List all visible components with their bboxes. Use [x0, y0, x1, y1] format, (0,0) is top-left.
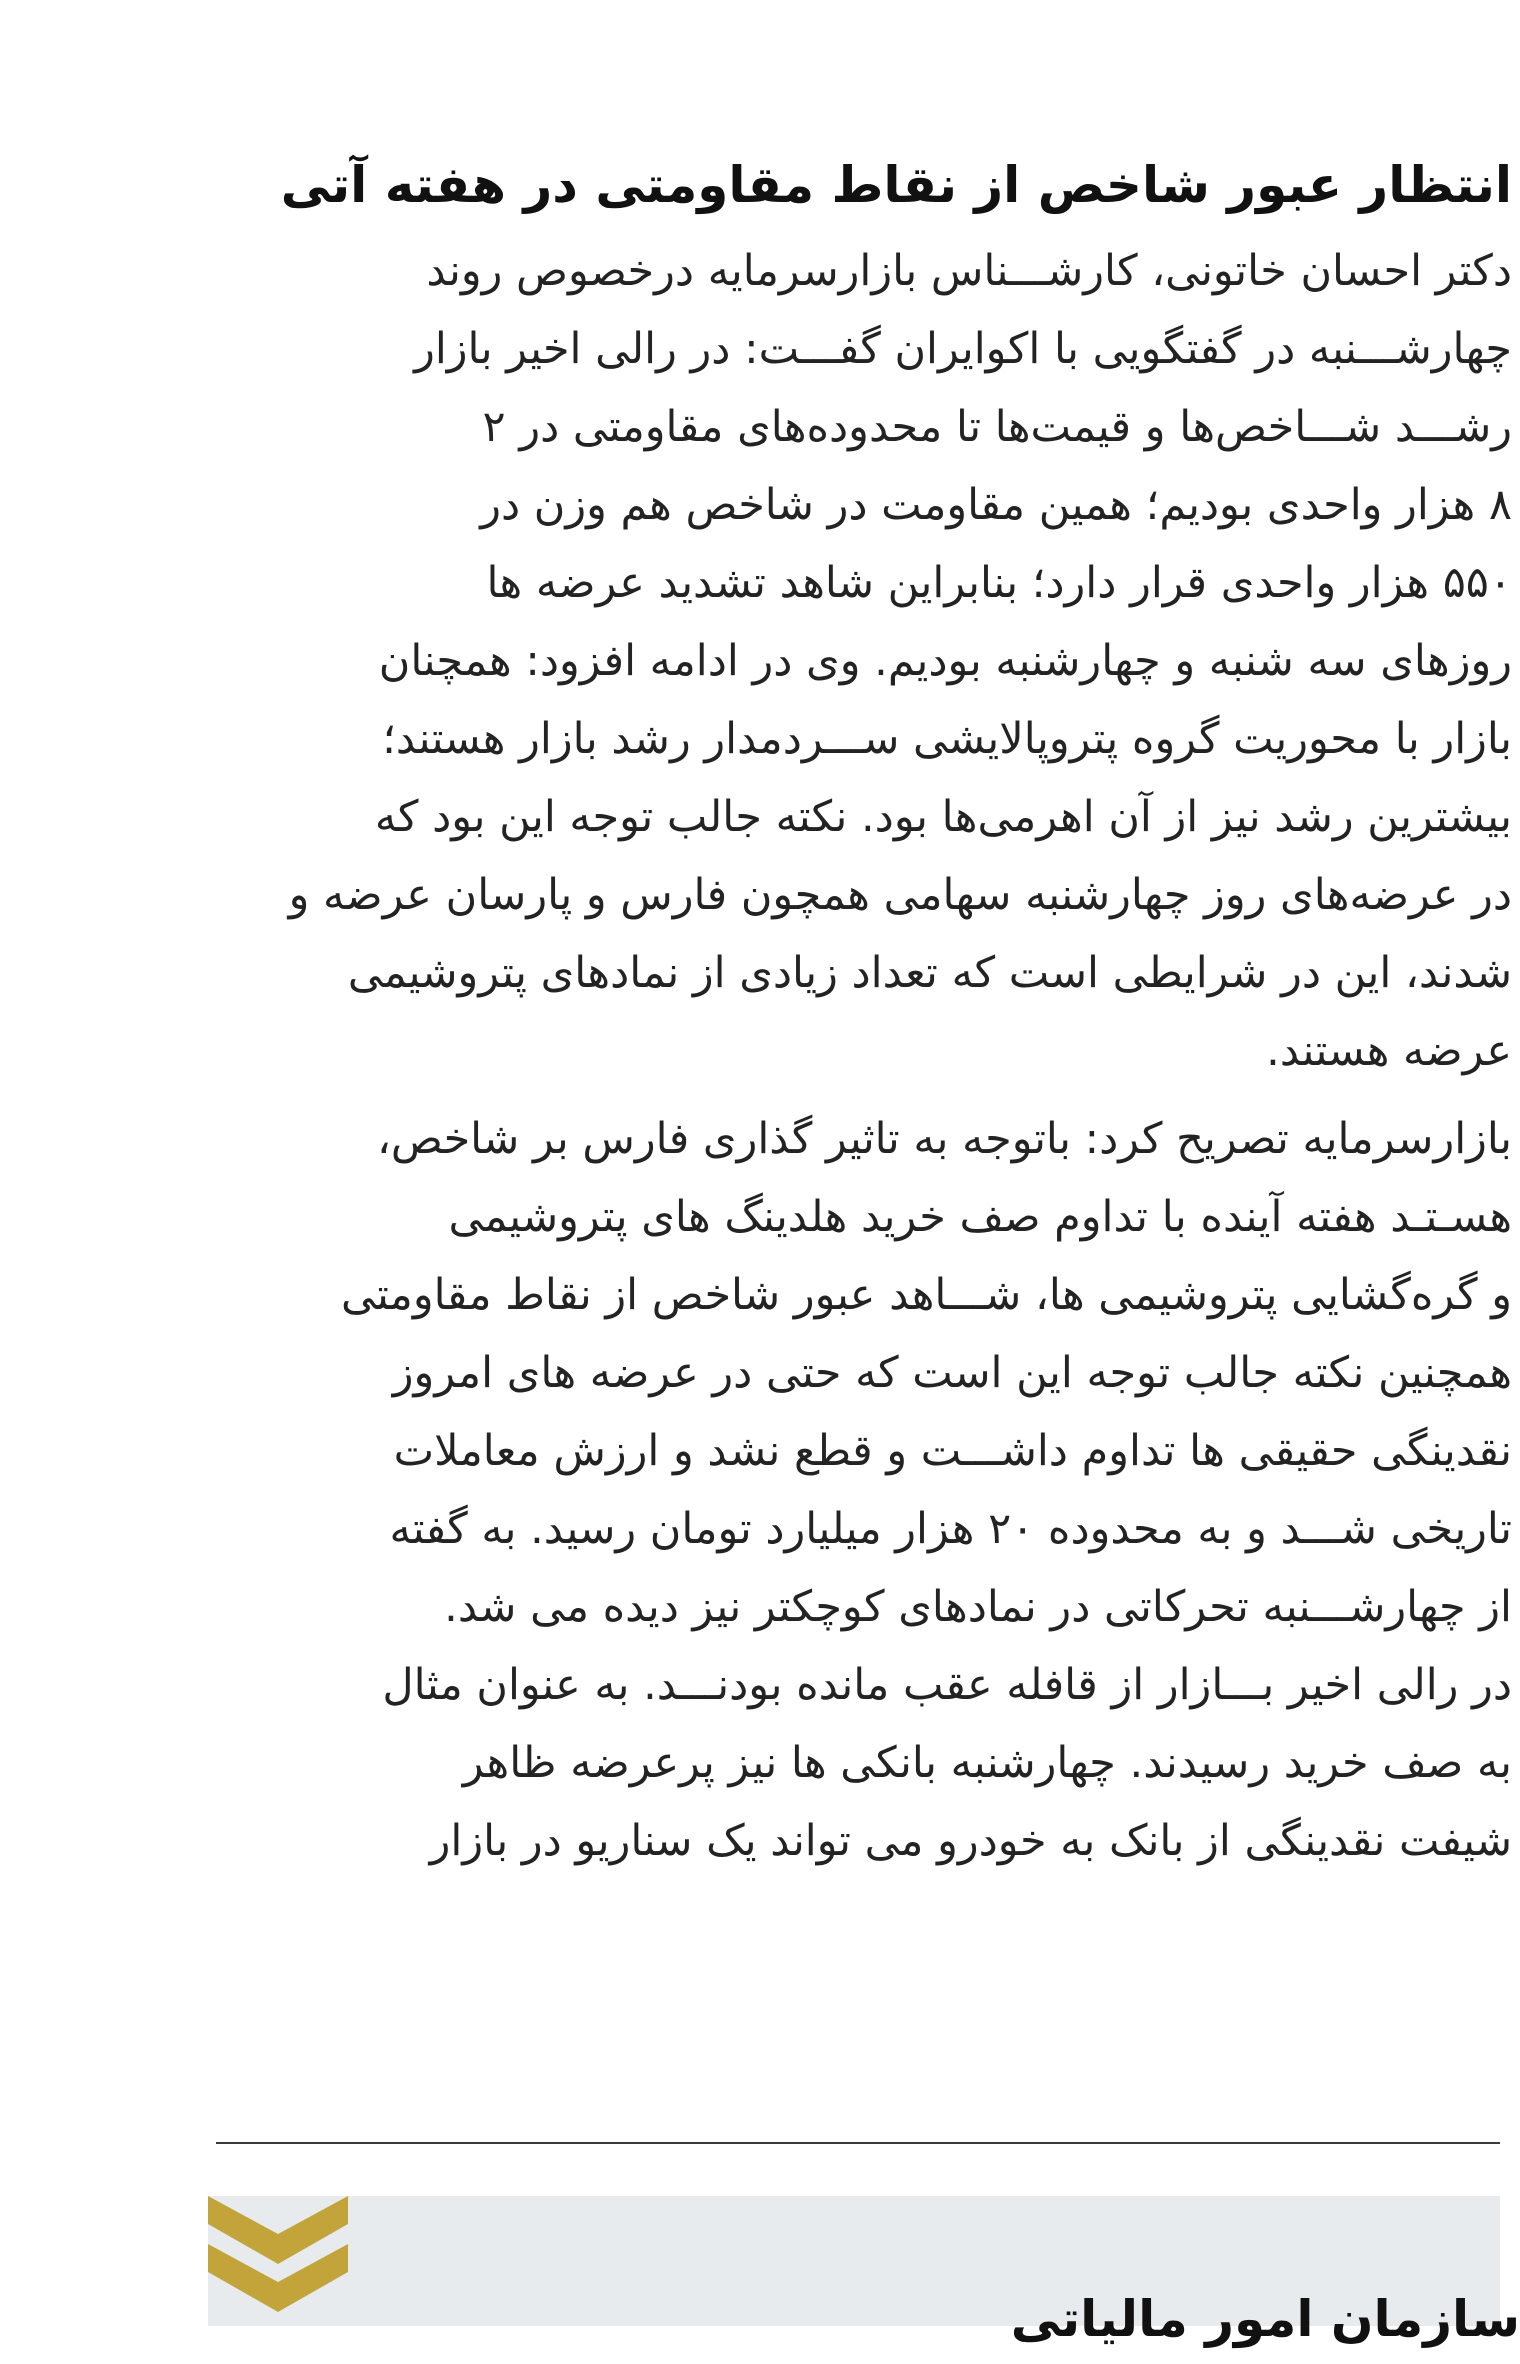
- article-line: ۸ هزار واحدی بودیم؛ همین مقاومت در شاخص هم وزن در: [480, 480, 1512, 530]
- article-line: از چهارشـــنبه تحرکاتی در نمادهای کوچکتر نیز دیده می شد.: [444, 1582, 1512, 1632]
- article-line: و گره‌گشایی پتروشیمی ها، شـــاهد عبور شاخص از نقاط مقاومتی: [340, 1270, 1512, 1320]
- article-line: همچنین نکته جالب توجه این است که حتی در عرضه های امروز: [392, 1348, 1512, 1398]
- article-line: بیشترین رشد نیز از آن اهرمی‌ها بود. نکته جالب توجه این بود که: [374, 792, 1512, 842]
- article-line: در عرضه‌های روز چهارشنبه سهامی همچون فارس و پارسان عرضه و: [288, 870, 1512, 920]
- article-line: هسـتـد هفته آینده با تداوم صف خرید هلدینگ های پتروشیمی: [448, 1192, 1512, 1242]
- article-line: بازارسرمایه تصریح کرد: باتوجه به تاثیر گذاری فارس بر شاخص،: [377, 1114, 1512, 1164]
- article-line: چهارشـــنبه در گفتگویی با اکوایران گفـــت: در رالی اخیر بازار: [414, 324, 1512, 374]
- double-chevron-down-icon: [208, 2196, 368, 2326]
- section-title: سازمان امور مالیاتی: [1010, 2290, 1520, 2348]
- article-line: نقدینگی حقیقی ها تداوم داشـــت و قطع نشد و ارزش معاملات: [393, 1426, 1512, 1476]
- article-line: در رالی اخیر بـــازار از قافله عقب مانده بودنـــد. به عنوان مثال: [382, 1660, 1512, 1710]
- article-line: بازار با محوریت گروه پتروپالایشی ســـردمدار رشد بازار هستند؛: [382, 714, 1512, 764]
- article-line: تاریخی شـــد و به محدوده ۲۰ هزار میلیارد تومان رسید. به گفته: [389, 1504, 1512, 1554]
- article-line: شیفت نقدینگی از بانک به خودرو می تواند یک سناریو در بازار: [429, 1816, 1512, 1866]
- article-line: عرضه هستند.: [1266, 1026, 1512, 1076]
- footer-panel: [208, 2196, 1520, 2348]
- article-line: دکتر احسان خاتونی، کارشـــناس بازارسرمایه درخصوص روند: [426, 246, 1512, 296]
- article-line: ۵۵۰ هزار واحدی قرار دارد؛ بنابراین شاهد تشدید عرضه ها: [486, 558, 1512, 608]
- chevron-down-icon: [208, 2196, 348, 2264]
- article-headline: انتظار عبور شاخص از نقاط مقاومتی در هفته آتی: [280, 156, 1512, 214]
- article-line: شدند، این در شرایطی است که تعداد زیادی از نمادهای پتروشیمی: [347, 948, 1512, 998]
- article-line: به صف خرید رسیدند. چهارشنبه بانکی ها نیز پرعرضه ظاهر: [462, 1738, 1512, 1788]
- article-line: رشـــد شـــاخص‌ها و قیمت‌ها تا محدوده‌های مقاومتی در ۲: [482, 402, 1512, 452]
- article-line: روزهای سه شنبه و چهارشنبه بودیم. وی در ادامه افزود: همچنان: [378, 636, 1512, 686]
- section-divider: [216, 2142, 1500, 2144]
- article-column: [228, 0, 1512, 2326]
